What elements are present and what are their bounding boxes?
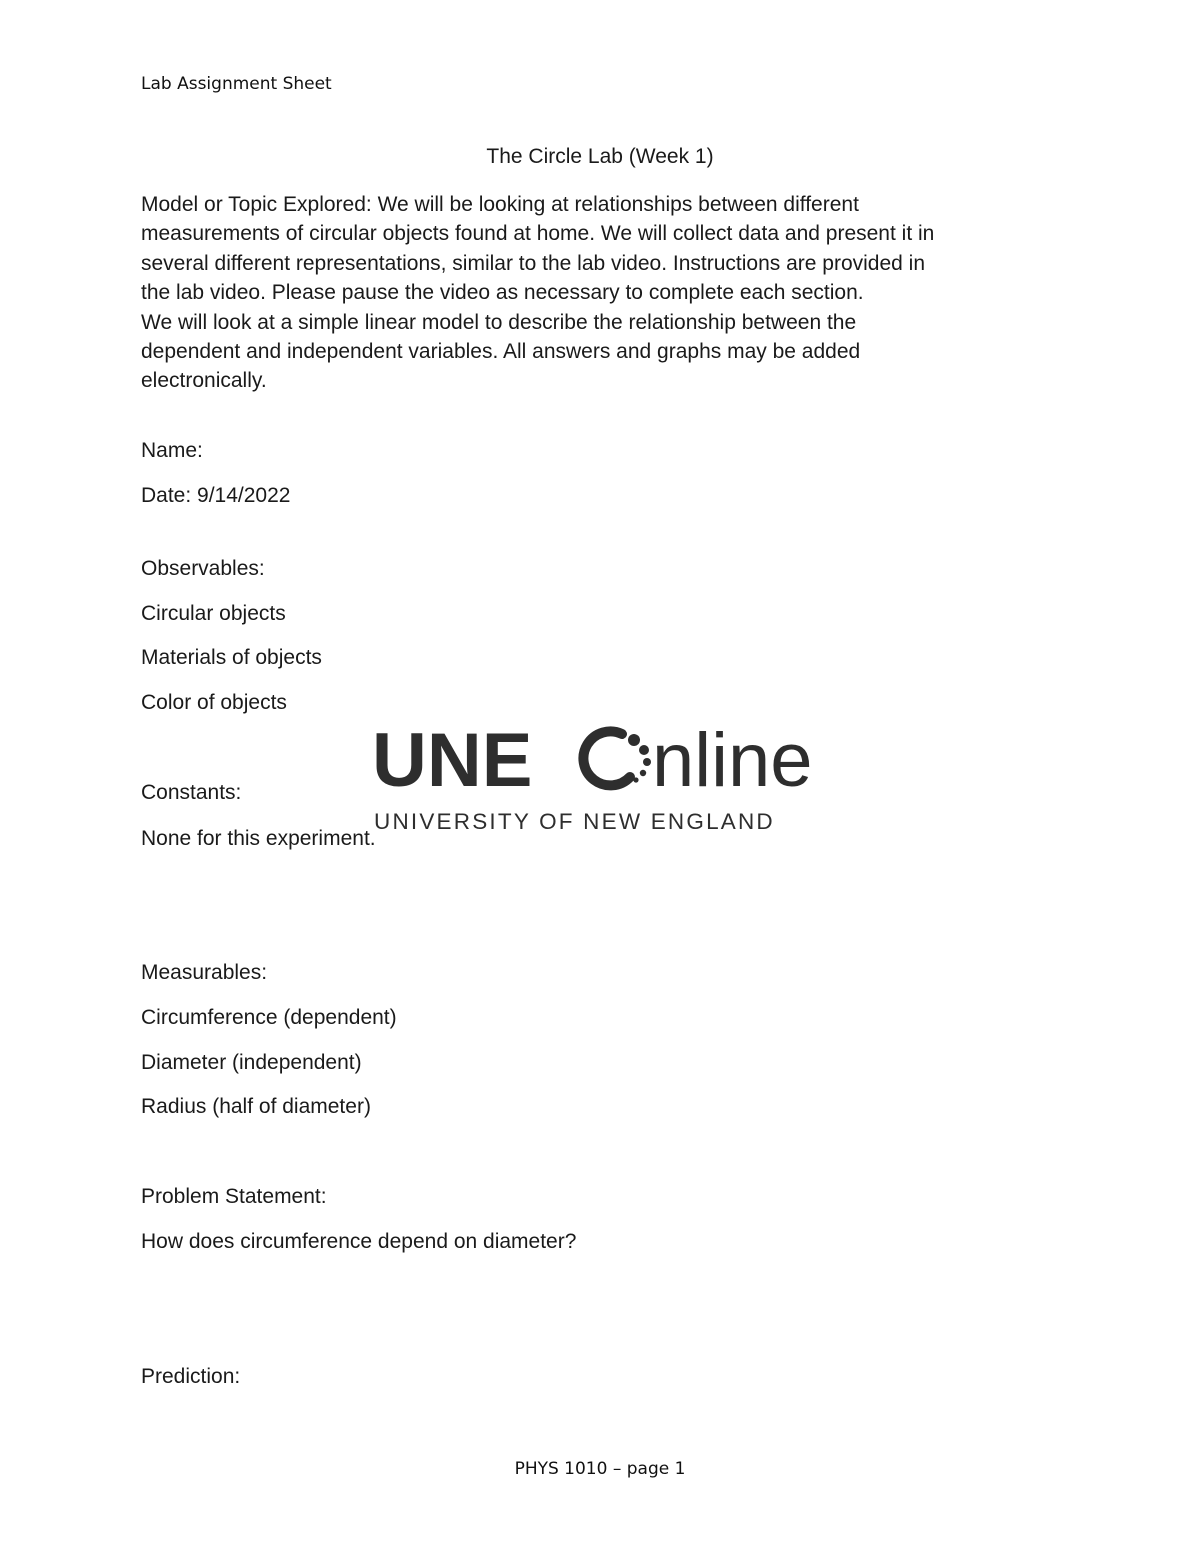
une-online-logo	[372, 720, 828, 835]
intro-line: electronically.	[141, 369, 267, 393]
intro-line: dependent and independent variables. All answers and graphs may be added	[141, 340, 861, 364]
prediction-heading: Prediction:	[141, 1365, 241, 1388]
intro-line: the lab video. Please pause the video as necessary to complete each section.	[141, 281, 864, 305]
logo-une-text: UNE	[372, 720, 533, 803]
logo-dotted-o-icon	[583, 731, 651, 785]
intro-line: several different representations, similar to the lab video. Instructions are provided in	[141, 251, 926, 275]
constants-heading: Constants:	[141, 781, 242, 804]
logo-university-text: UNIVERSITY OF NEW ENGLAND	[374, 809, 775, 834]
date-label: Date: 9/14/2022	[141, 484, 291, 507]
measurable-item: Radius (half of diameter)	[141, 1095, 371, 1118]
observable-item: Color of objects	[141, 691, 287, 714]
intro-line: measurements of circular objects found at home. We will collect data and present it in	[141, 222, 935, 246]
observable-item: Circular objects	[141, 602, 286, 625]
problem-text: How does circumference depend on diameter?	[141, 1230, 577, 1253]
problem-heading: Problem Statement:	[141, 1185, 327, 1208]
logo-online-text: nline	[652, 720, 813, 803]
name-label: Name:	[141, 439, 203, 462]
intro-line: We will look at a simple linear model to describe the relationship between the	[141, 310, 857, 334]
measurable-item: Circumference (dependent)	[141, 1006, 397, 1029]
intro-line: Model or Topic Explored: We will be looking at relationships between different	[141, 193, 859, 216]
measurables-heading: Measurables:	[141, 961, 268, 984]
intro-paragraph	[141, 190, 1071, 396]
page-header: Lab Assignment Sheet	[141, 74, 332, 94]
observable-item: Materials of objects	[141, 646, 322, 669]
observables-heading: Observables:	[141, 557, 265, 580]
page-footer: PHYS 1010 – page 1	[514, 1459, 686, 1479]
lab-title: The Circle Lab (Week 1)	[486, 145, 714, 168]
measurable-item: Diameter (independent)	[141, 1051, 362, 1074]
constant-item: None for this experiment.	[141, 827, 376, 850]
